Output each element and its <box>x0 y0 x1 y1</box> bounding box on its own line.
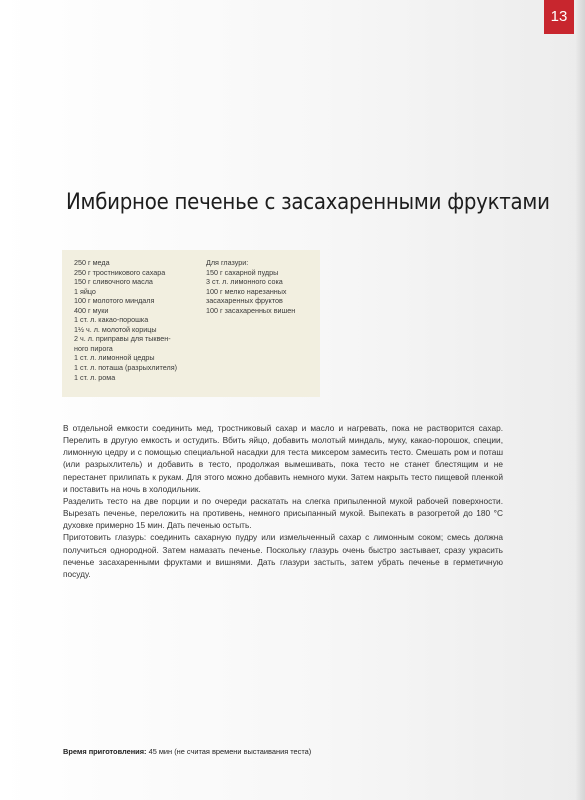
instruction-paragraph: Разделить тесто на две порции и по очереди раскатать на слегка припыленной мукой рабочей поверхности. Вырезать печенье, переложить на противень, немного присыпанный мукой. Выпекать в разогретой до 180 °С духовке примерно 15 мин. Дать печенью остыть. <box>63 495 503 531</box>
ingredient-item: 250 г меда <box>74 258 110 267</box>
ingredients-list <box>74 258 204 382</box>
ingredient-item: 1½ ч. л. молотой корицы <box>74 324 157 334</box>
glaze-list <box>206 258 316 315</box>
prep-time <box>63 747 503 756</box>
instruction-paragraph: Приготовить глазурь: соединить сахарную пудру или измельченный сахар с лимонным соком; смесь должна получиться однородной. Затем намазать печенье. Поскольку глазурь очень быстро застывает, сразу украсить печенье засахаренными фруктами и вишнями. Дать глазури застыть, затем убрать печенье в герметичную посуду. <box>63 532 503 579</box>
prep-time-value: 45 мин (не считая времени выстаивания теста) <box>148 747 312 756</box>
ingredients-box <box>62 250 320 397</box>
glaze-heading: Для глазури: <box>206 258 249 267</box>
ingredient-item: 1 ст. л. какао-порошка <box>74 315 149 325</box>
page-edge-shadow <box>575 0 585 800</box>
ingredient-item: 150 г сливочного масла <box>74 277 153 287</box>
ingredient-item: 2 ч. л. приправы для тыквен- <box>74 334 171 344</box>
ingredient-item: 400 г муки <box>74 305 109 315</box>
ingredient-item: 1 ст. л. рома <box>74 372 116 382</box>
glaze-item: 100 г мелко нарезанных <box>206 286 287 296</box>
recipe-title: Имбирное печенье с засахаренными фруктами <box>66 190 550 215</box>
glaze-item: 3 ст. л. лимонного сока <box>206 277 283 287</box>
instructions <box>63 422 503 580</box>
glaze-item: 100 г засахаренных вишен <box>206 305 296 315</box>
ingredient-item: 250 г тростникового сахара <box>74 267 166 277</box>
glaze-item: 150 г сахарной пудры <box>206 267 279 277</box>
ingredient-item: 100 г молотого миндаля <box>74 296 155 306</box>
glaze-item: засахаренных фруктов <box>206 296 283 306</box>
instruction-paragraph: В отдельной емкости соединить мед, тростниковый сахар и масло и нагревать, пока не растворится сахар. Перелить в другую емкость и остудить. Вбить яйцо, добавить молотый миндаль, муку, какао-порошок, специи, лимонную цедру и с помощью специальной насадки для теста миксером замесить тесто. Смешать ром и поташ (или разрыхлитель) и добавить в тесто, продолжая вымешивать, пока тесто не станет блестящим и не перестанет прилипать к рукам. Для этого можно добавить немного муки. Затем накрыть тесто пищевой пленкой и поставить на ночь в холодильник. <box>63 423 503 494</box>
ingredient-item: 1 ст. л. поташа (разрыхлителя) <box>74 363 177 373</box>
ingredient-item: 1 яйцо <box>74 286 96 296</box>
prep-time-label: Время приготовления: <box>63 747 147 756</box>
ingredient-item: 1 ст. л. лимонной цедры <box>74 353 155 363</box>
page-number-badge: 13 <box>544 0 574 34</box>
ingredient-item: ного пирога <box>74 343 113 353</box>
